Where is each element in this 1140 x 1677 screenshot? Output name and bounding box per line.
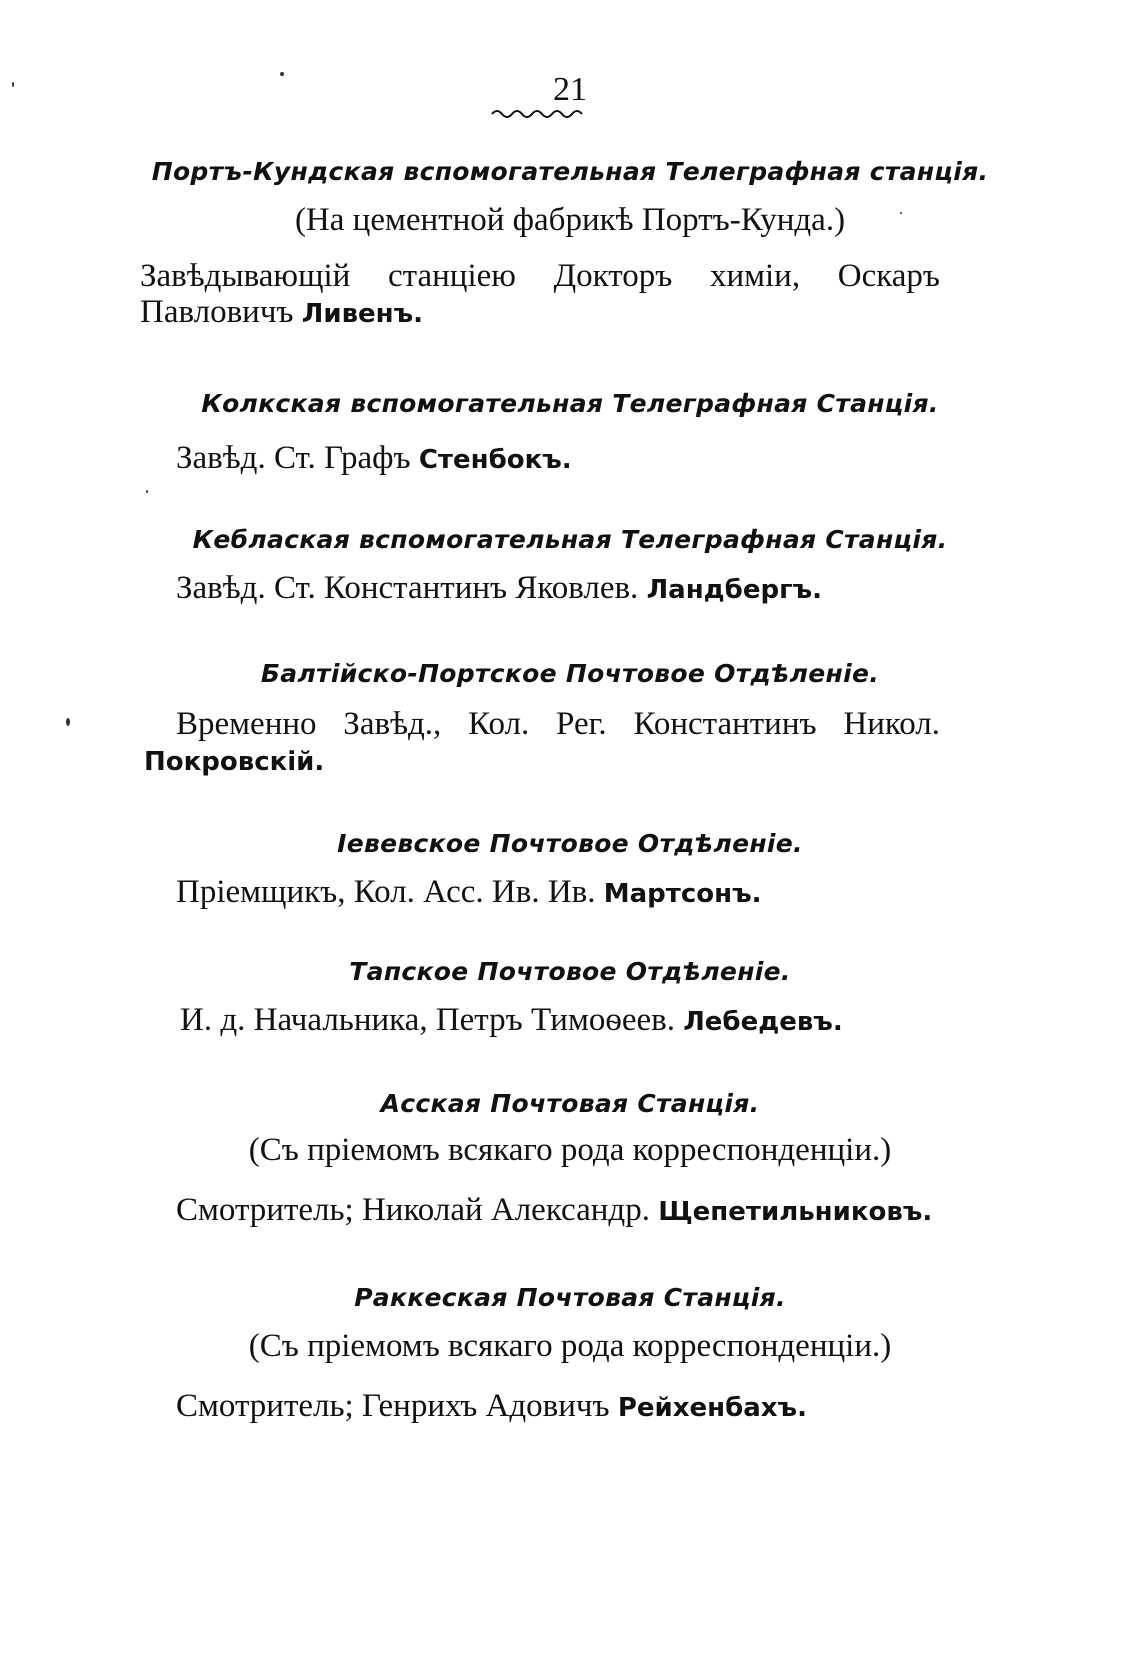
entry-text: И. д. Начальника, Петръ Тимоѳеев. [180, 1002, 684, 1038]
scan-speck [66, 718, 70, 726]
section-heading: Асская Почтовая Станція. [380, 1089, 760, 1118]
scan-speck [146, 490, 148, 493]
wavy-ornament [490, 108, 590, 120]
scan-speck [12, 82, 14, 87]
entry-text: Завѣдывающій станціею Докторъ химіи, Оскаръ [140, 258, 940, 294]
entry-text: Временно Завѣд., Кол. Рег. Константинъ Никол. [176, 706, 940, 742]
person-surname: Покровскій. [144, 747, 325, 777]
section-heading: Тапское Почтовое Отдѣленіе. [349, 957, 791, 986]
section-subtitle: (Съ пріемомъ всякаго рода корреспонденціи.) [248, 1132, 892, 1168]
section-heading: Портъ-Кундская вспомогательная Телеграфная станція. [151, 157, 989, 186]
person-surname: Щепетильниковъ. [658, 1197, 933, 1227]
entry-line [140, 292, 423, 334]
scan-speck [900, 212, 902, 214]
entry-text: Завѣд. Ст. Константинъ Яковлев. [176, 570, 647, 606]
page-number: 21 [553, 71, 587, 108]
entry-text: Павловичъ [140, 294, 302, 330]
person-surname: Лебедевъ. [683, 1007, 843, 1037]
person-surname: Рейхенбахъ. [617, 1393, 807, 1423]
entry-line [176, 1386, 807, 1428]
entry-text: Пріемщикъ, Кол. Асс. Ив. Ив. [176, 874, 604, 910]
section-heading: Раккеская Почтовая Станція. [354, 1283, 786, 1312]
entry-line [180, 1000, 843, 1042]
entry-line [176, 438, 572, 480]
section-heading: Іевевское Почтовое Отдѣленіе. [337, 829, 803, 858]
entry-line [176, 1190, 932, 1232]
person-surname: Ливенъ. [301, 299, 424, 329]
entry-line [144, 740, 324, 782]
entry-line [176, 568, 822, 610]
entry-line [176, 704, 940, 744]
section-heading: Балтійско-Портское Почтовое Отдѣленіе. [260, 659, 880, 688]
person-surname: Ландбергъ. [646, 575, 823, 605]
section-subtitle: (Съ пріемомъ всякаго рода корреспонденціи.) [248, 1328, 892, 1364]
section-heading: Колкская вспомогательная Телеграфная Станція. [201, 389, 939, 418]
section-subtitle: (На цементной фабрикѣ Портъ-Кунда.) [294, 202, 846, 238]
section-heading: Кеблаская вспомогательная Телеграфная Станція. [192, 525, 948, 554]
entry-text: Завѣд. Ст. Графъ [176, 440, 419, 476]
entry-line [176, 872, 762, 914]
person-surname: Мартсонъ. [603, 879, 762, 909]
scan-speck [280, 72, 284, 76]
entry-text: Смотритель; Генрихъ Адовичъ [176, 1388, 618, 1424]
entry-line [140, 256, 940, 296]
entry-text: Смотритель; Николай Александр. [176, 1192, 659, 1228]
person-surname: Стенбокъ. [418, 445, 572, 475]
